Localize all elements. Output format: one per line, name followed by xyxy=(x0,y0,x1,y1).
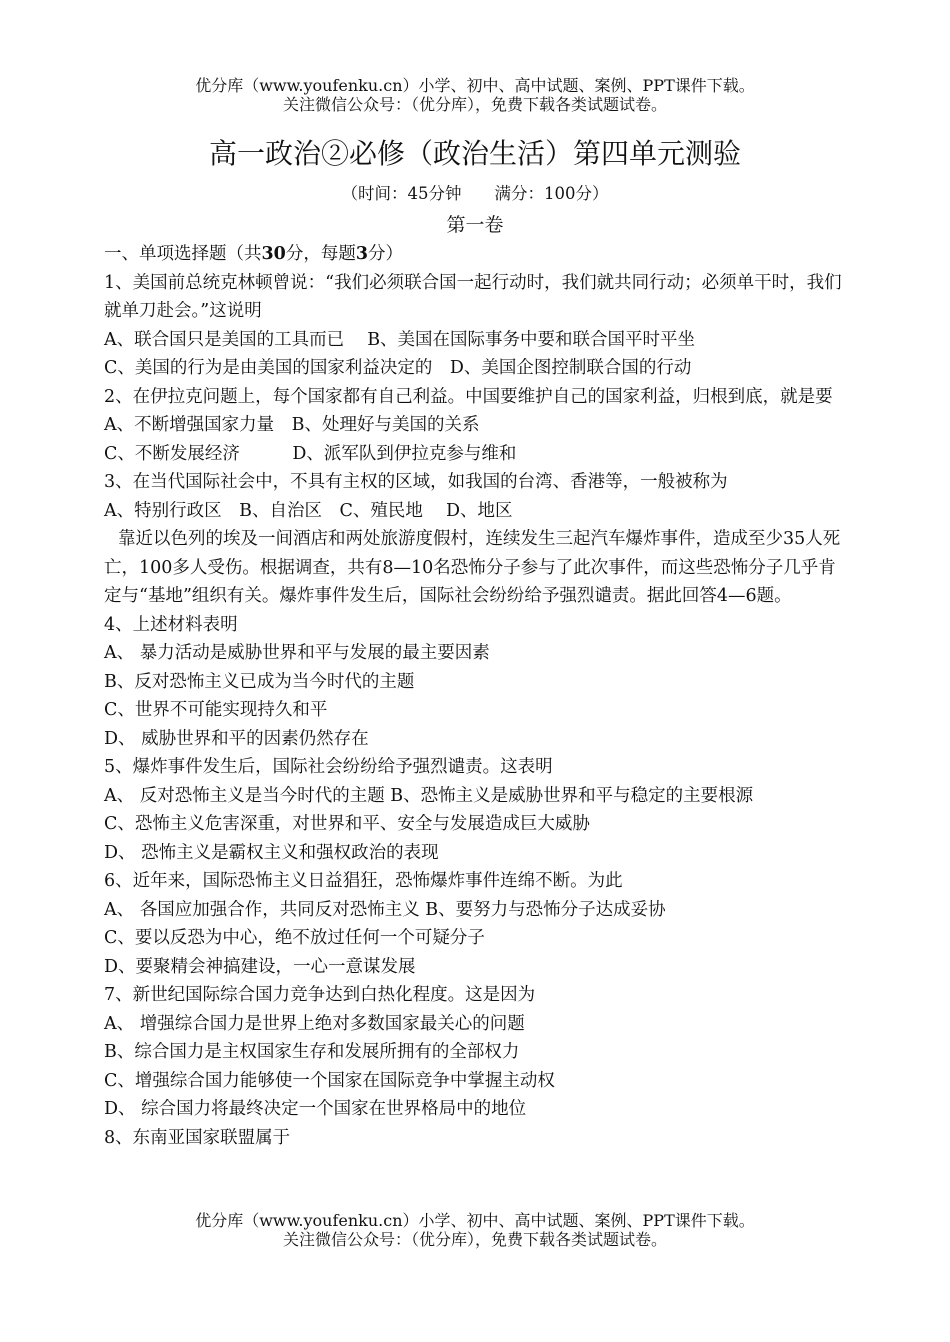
question-stem-2: 2、在伊拉克问题上，每个国家都有自己利益。中国要维护自己的国家利益，归根到底，就是要 xyxy=(104,386,833,407)
question-option: D、 恐怖主义是霸权主义和强权政治的表现 xyxy=(104,842,439,863)
question-option: C、美国的行为是由美国的国家利益决定的 D、美国企图控制联合国的行动 xyxy=(104,358,692,378)
question-stem-8: 8、东南亚国家联盟属于 xyxy=(104,1127,291,1148)
page-header xyxy=(0,76,950,114)
question-option: A、 反对恐怖主义是当今时代的主题 B、恐怖主义是威胁世界和平与稳定的主要根源 xyxy=(104,785,754,806)
question-stem-1: 1、美国前总统克林顿曾说：“我们必须联合国一起行动时，我们就共同行动；必须单干时，我们就单刀赴会。”这说明 xyxy=(104,272,842,321)
question-stem-5: 5、爆炸事件发生后，国际社会纷纷给予强烈谴责。这表明 xyxy=(104,757,553,777)
exam-title: 高一政治②必修（政治生活）第四单元测验 xyxy=(208,137,741,170)
question-option: A、特别行政区 B、自治区 C、殖民地 D、地区 xyxy=(104,500,513,521)
question-option: C、恐怖主义危害深重，对世界和平、安全与发展造成巨大威胁 xyxy=(104,814,590,834)
question-option: A、 各国应加强合作，共同反对恐怖主义 B、要努力与恐怖分子达成妥协 xyxy=(104,899,666,920)
question-stem-7: 7、新世纪国际综合国力竞争达到白热化程度。这是因为 xyxy=(104,985,536,1005)
header-line-1: 优分库（www.youfenku.cn）小学、初中、高中试题、案例、PPT课件下载。 xyxy=(195,76,755,95)
question-option: C、增强综合国力能够使一个国家在国际竞争中掌握主动权 xyxy=(104,1070,555,1091)
reading-material: 靠近以色列的埃及一间酒店和两处旅游度假村，连续发生三起汽车爆炸事件，造成至少35人死亡，100多人受伤。根据调查，共有8—10名恐怖分子参与了此次事件，而这些恐怖分子几乎肯定与“基地”组织有关。爆炸事件发生后，国际社会纷纷给予强烈谴责。据此回答4—6题。 xyxy=(104,529,841,606)
question-option: A、 暴力活动是威胁世界和平与发展的最主要因素 xyxy=(104,643,490,663)
question-stem-4: 4、上述材料表明 xyxy=(104,614,238,635)
question-stem-6: 6、近年来，国际恐怖主义日益猖狂，恐怖爆炸事件连绵不断。为此 xyxy=(104,871,623,891)
exam-body xyxy=(104,240,850,1152)
volume-heading: 第一卷 xyxy=(446,214,504,236)
page-footer xyxy=(0,1211,950,1249)
header-line-2: 关注微信公众号：（优分库），免费下载各类试题试卷。 xyxy=(282,95,667,114)
section-heading: 一、单项选择题（共30分，每题3分） xyxy=(104,244,404,264)
question-option: D、要聚精会神搞建设，一心一意谋发展 xyxy=(104,956,416,977)
exam-subtitle: （时间：45分钟 满分：100分） xyxy=(341,184,609,203)
section-points-total: 30 xyxy=(261,244,286,264)
question-option: A、 增强综合国力是世界上绝对多数国家最关心的问题 xyxy=(104,1013,525,1034)
footer-line-1: 优分库（www.youfenku.cn）小学、初中、高中试题、案例、PPT课件下载。 xyxy=(195,1211,755,1230)
question-option: A、联合国只是美国的工具而已 B、美国在国际事务中要和联合国平时平坐 xyxy=(104,329,696,350)
question-option: A、不断增强国家力量 B、处理好与美国的关系 xyxy=(104,415,480,435)
question-option: D、 综合国力将最终决定一个国家在世界格局中的地位 xyxy=(104,1099,527,1119)
question-option: C、世界不可能实现持久和平 xyxy=(104,700,328,720)
section-points-each: 3 xyxy=(355,244,369,264)
question-option: B、反对恐怖主义已成为当今时代的主题 xyxy=(104,671,415,692)
question-stem-3: 3、在当代国际社会中，不具有主权的区域，如我国的台湾、香港等，一般被称为 xyxy=(104,472,728,492)
question-option: D、 威胁世界和平的因素仍然存在 xyxy=(104,728,369,749)
footer-line-2: 关注微信公众号：（优分库），免费下载各类试题试卷。 xyxy=(282,1230,667,1249)
question-option: C、不断发展经济 D、派军队到伊拉克参与维和 xyxy=(104,443,517,464)
question-option: C、要以反恐为中心，绝不放过任何一个可疑分子 xyxy=(104,928,485,948)
question-option: B、综合国力是主权国家生存和发展所拥有的全部权力 xyxy=(104,1042,520,1062)
